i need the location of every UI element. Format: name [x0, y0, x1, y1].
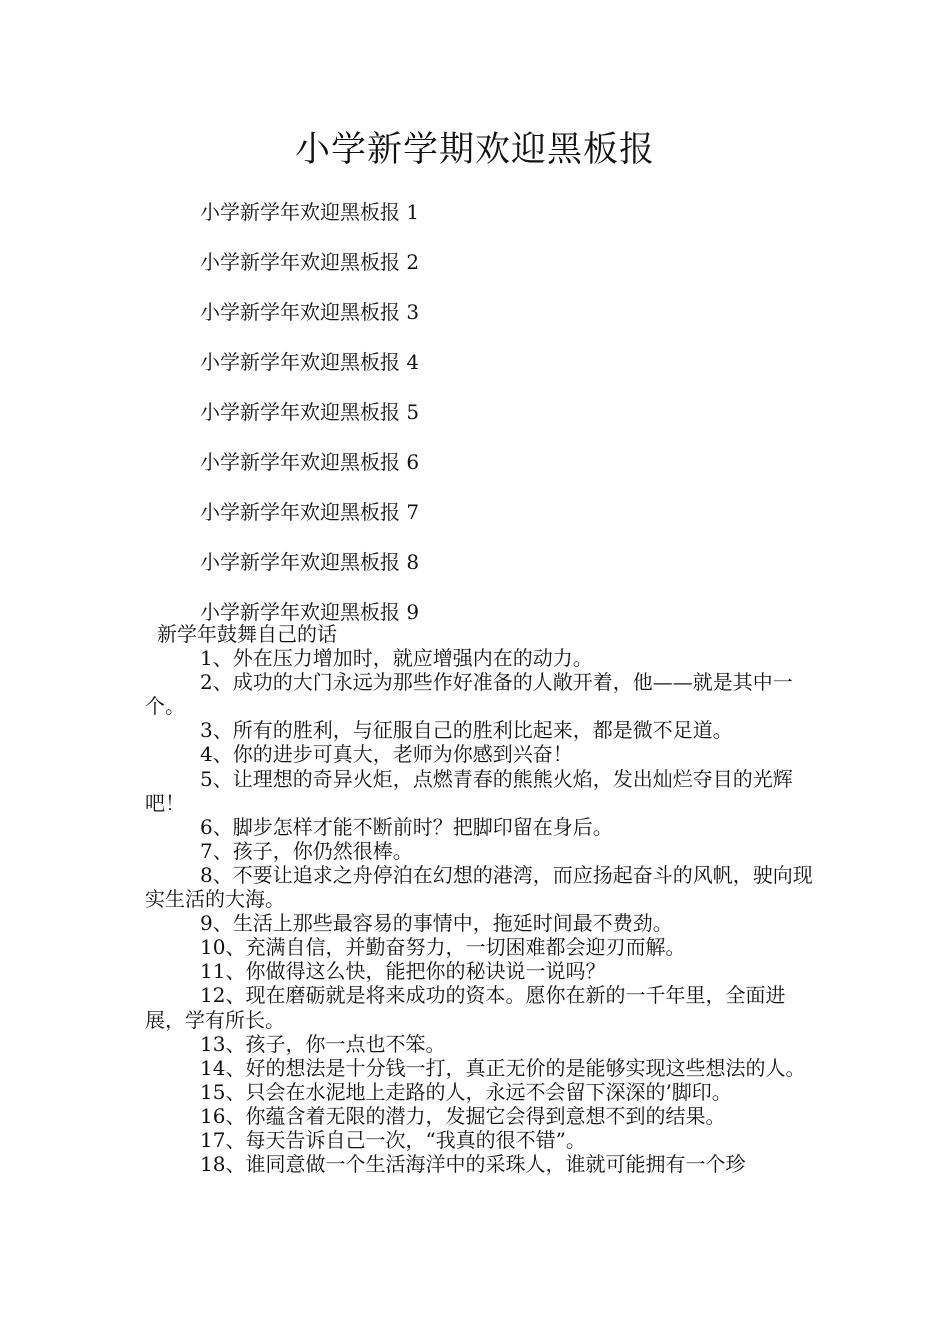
paragraph: 6、脚步怎样才能不断前时？把脚印留在身后。 — [200, 814, 613, 839]
paragraph: 13、孩子，你一点也不笨。 — [200, 1031, 446, 1056]
paragraph: 15、只会在水泥地上走路的人，永远不会留下深深的’脚印。 — [200, 1079, 732, 1104]
paragraph: 7、孩子，你仍然很棒。 — [200, 838, 413, 863]
paragraph: 5、让理想的奇异火炬，点燃青春的熊熊火焰，发出灿烂夺目的光辉吧！ — [145, 766, 793, 815]
paragraph: 2、成功的大门永远为那些作好准备的人敞开着，他——就是其中一个。 — [145, 670, 793, 719]
paragraph: 3、所有的胜利，与征服自己的胜利比起来，都是微不足道。 — [200, 718, 733, 743]
paragraph: 16、你蕴含着无限的潜力，发掘它会得到意想不到的结果。 — [200, 1103, 726, 1128]
toc-item: 小学新学年欢迎黑板报 6 — [200, 450, 420, 474]
paragraph: 12、现在磨砺就是将来成功的资本。愿你在新的一千年里，全面进展，学有所长。 — [145, 983, 786, 1032]
paragraph: 1、外在压力增加时，就应增强内在的动力。 — [200, 646, 593, 671]
toc-item: 小学新学年欢迎黑板报 3 — [200, 300, 420, 324]
section-heading: 新学年鼓舞自己的话 — [157, 622, 337, 646]
body-text — [145, 622, 825, 1176]
toc-item: 小学新学年欢迎黑板报 7 — [200, 500, 420, 524]
toc-item: 小学新学年欢迎黑板报 4 — [200, 350, 420, 374]
paragraph: 8、不要让追求之舟停泊在幻想的港湾，而应扬起奋斗的风帆，驶向现实生活的大海。 — [145, 862, 813, 912]
paragraph: 9、生活上那些最容易的事情中，拖延时间最不费劲。 — [200, 911, 673, 936]
paragraph: 11、你做得这么快，能把你的秘诀说一说吗？ — [200, 959, 606, 984]
toc-item: 小学新学年欢迎黑板报 9 — [200, 600, 420, 624]
page-title: 小学新学期欢迎黑板报 — [294, 130, 655, 170]
paragraph: 4、你的进步可真大，老师为你感到兴奋！ — [200, 742, 573, 767]
toc-item: 小学新学年欢迎黑板报 1 — [200, 200, 420, 224]
paragraph: 17、每天告诉自己一次，“我真的很不错”。 — [200, 1127, 586, 1152]
paragraph: 10、充满自信，并勤奋努力，一切困难都会迎刃而解。 — [200, 935, 686, 960]
toc-item: 小学新学年欢迎黑板报 5 — [200, 400, 420, 424]
toc-item: 小学新学年欢迎黑板报 8 — [200, 550, 420, 574]
toc-item: 小学新学年欢迎黑板报 2 — [200, 250, 420, 274]
table-of-contents — [200, 197, 419, 647]
paragraph: 18、谁同意做一个生活海洋中的采珠人，谁就可能拥有一个珍 — [200, 1152, 746, 1177]
paragraph: 14、好的想法是十分钱一打，真正无价的是能够实现这些想法的人。 — [200, 1055, 806, 1080]
